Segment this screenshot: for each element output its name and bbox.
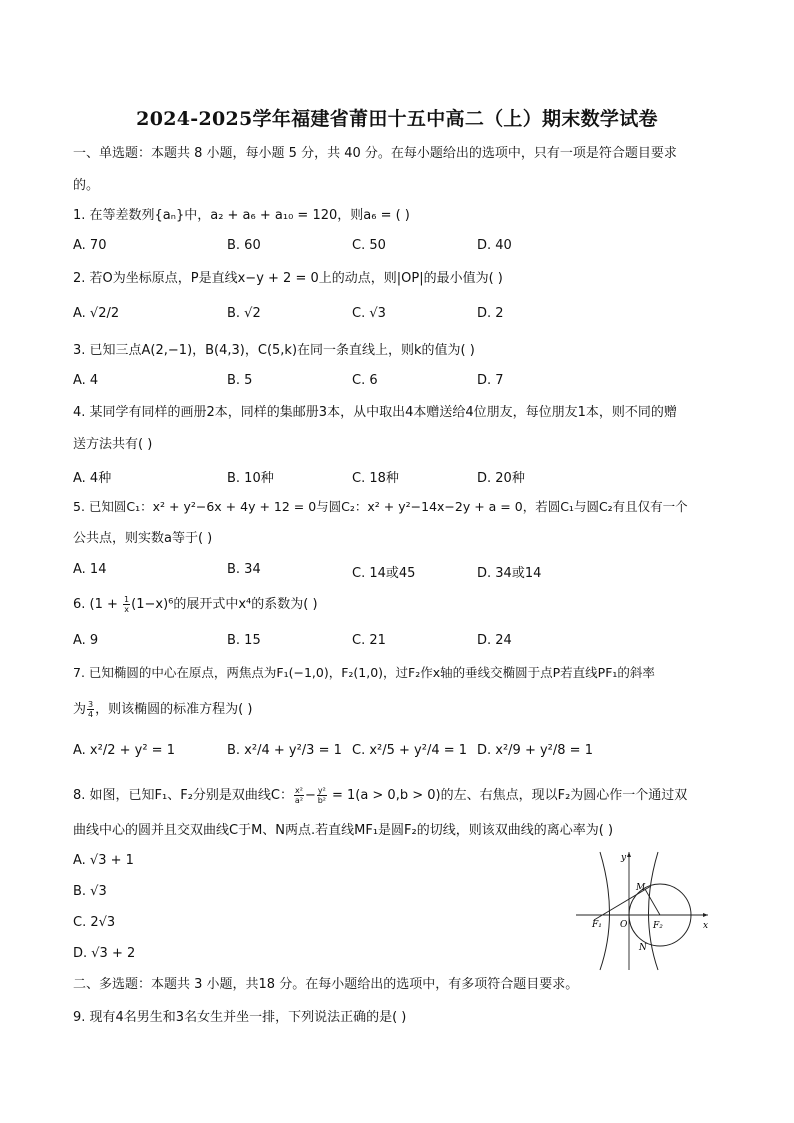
question-9-stem: 9. 现有4名男生和3名女生并坐一排，下列说法正确的是( ) xyxy=(73,1010,407,1025)
section1-heading-line2: 的。 xyxy=(73,178,100,193)
section2-heading: 二、多选题：本题共 3 小题，共18 分。在每小题给出的选项中，有多项符合题目要求。 xyxy=(73,977,579,992)
q8-frac-y-num: y² xyxy=(317,786,326,795)
y-axis-arrow xyxy=(627,852,631,857)
hyperbola-right-branch xyxy=(649,852,659,970)
question-2-stem: 2. 若O为坐标原点，P是直线x−y + 2 = 0上的动点，则|OP|的最小值为( ) xyxy=(73,271,503,286)
q7-option-b: B. x²/4 + y²/3 = 1 xyxy=(227,743,342,758)
q6-option-d: D. 24 xyxy=(477,633,512,648)
hyperbola-left-branch xyxy=(600,852,610,970)
question-2-options xyxy=(73,306,733,326)
label-f1: F₁ xyxy=(592,920,602,930)
segment-mf2 xyxy=(645,889,660,915)
q8-option-b: B. √3 xyxy=(73,884,107,899)
label-o: O xyxy=(620,920,628,930)
q1-option-a: A. 70 xyxy=(73,238,107,253)
label-n: N xyxy=(639,943,647,953)
question-4-stem-line1: 4. 某同学有同样的画册2本，同样的集邮册3本，从中取出4本赠送给4位朋友，每位朋友1本，则不同的赠 xyxy=(73,405,677,420)
q7-option-c: C. x²/5 + y²/4 = 1 xyxy=(352,743,468,758)
label-m: M xyxy=(636,883,646,893)
q5-option-a: A. 14 xyxy=(73,562,107,577)
q4-option-a: A. 4种 xyxy=(73,471,112,486)
section1-heading-line1: 一、单选题：本题共 8 小题，每小题 5 分，共 40 分。在每小题给出的选项中，只有一项是符合题目要求 xyxy=(73,146,677,161)
q3-option-b: B. 5 xyxy=(227,373,253,388)
q7-frac-den: 4 xyxy=(88,710,94,719)
q1-option-b: B. 60 xyxy=(227,238,261,253)
q4-option-c: C. 18种 xyxy=(352,471,399,486)
question-7-options xyxy=(73,743,733,763)
q1-option-c: C. 50 xyxy=(352,238,386,253)
q3-option-c: C. 6 xyxy=(352,373,378,388)
q6-option-b: B. 15 xyxy=(227,633,261,648)
q8-frac-y xyxy=(317,786,327,805)
q2-option-d: D. 2 xyxy=(477,306,504,321)
label-x: x xyxy=(703,921,709,931)
hyperbola-figure xyxy=(572,848,712,972)
question-6-stem xyxy=(73,595,318,614)
q6-option-a: A. 9 xyxy=(73,633,99,648)
q2-option-a: A. √2/2 xyxy=(73,306,120,321)
q6-stem-head: 6. (1 + xyxy=(73,597,123,612)
q6-fraction xyxy=(123,595,130,614)
question-6-options xyxy=(73,633,733,653)
q5-option-c: C. 14或45 xyxy=(352,566,416,581)
question-3-options xyxy=(73,373,733,393)
q1-option-d: D. 40 xyxy=(477,238,512,253)
question-7-stem-line2 xyxy=(73,700,252,719)
question-8-stem-line1: 8. 如图，已知F₁、F₂分别是双曲线C： $\frac{\text{x²}}{\text{a²}}$ − $\frac{\text{y²}}{\text{b²}}$ = 1(a > 0,b > 0)的左、右焦点，现以F₂为圆心作一个通过双 xyxy=(73,786,688,805)
question-5-stem-line2: 公共点，则实数a等于( ) xyxy=(73,531,213,546)
q8-frac-y-den: b² xyxy=(317,796,326,805)
question-4-options xyxy=(73,467,733,487)
q6-option-c: C. 21 xyxy=(352,633,386,648)
q8-line1-tail: = 1(a > 0,b > 0)的左、右焦点，现以F₂为圆心作一个通过双 xyxy=(327,788,688,803)
label-y: y xyxy=(621,853,627,863)
q2-option-b: B. √2 xyxy=(227,306,261,321)
q7-option-a: A. x²/2 + y² = 1 xyxy=(73,743,175,758)
q7-line2-head: 为 xyxy=(73,702,87,717)
q2-option-c: C. √3 xyxy=(352,306,386,321)
q4-option-b: B. 10种 xyxy=(227,471,274,486)
q7-line2-tail: ，则该椭圆的标准方程为( ) xyxy=(95,702,253,717)
q5-option-b: B. 34 xyxy=(227,562,261,577)
q7-option-d: D. x²/9 + y²/8 = 1 xyxy=(477,743,593,758)
q4-option-d: D. 20种 xyxy=(477,471,525,486)
q8-line1-head: 8. 如图，已知F₁、F₂分别是双曲线C： xyxy=(73,788,293,803)
q8-option-a: A. √3 + 1 xyxy=(73,853,134,868)
question-4-stem-line2: 送方法共有( ) xyxy=(73,437,153,452)
q6-frac-num: 1 xyxy=(124,595,130,604)
q8-frac-x-den: a² xyxy=(294,796,304,805)
q7-slope-fraction xyxy=(87,700,94,719)
page-title: 2024-2025学年福建省莆田十五中高二（上）期末数学试卷 xyxy=(136,108,658,130)
q8-option-d: D. √3 + 2 xyxy=(73,946,136,961)
q6-stem-tail: (1−x)⁶的展开式中x⁴的系数为( ) xyxy=(131,597,318,612)
question-5-options xyxy=(73,562,733,582)
question-1-stem: 1. 在等差数列{aₙ}中，a₂ + a₆ + a₁₀ = 120，则a₆ = ( ) xyxy=(73,208,410,223)
label-f2: F₂ xyxy=(653,921,663,931)
q6-frac-den: x xyxy=(124,605,129,614)
q5-option-d: D. 34或14 xyxy=(477,566,542,581)
question-3-stem: 3. 已知三点A(2,−1)，B(4,3)，C(5,k)在同一条直线上，则k的值为( ) xyxy=(73,343,475,358)
q3-option-a: A. 4 xyxy=(73,373,99,388)
question-7-stem-line1: 7. 已知椭圆的中心在原点，两焦点为F₁(−1,0)，F₂(1,0)，过F₂作x轴的垂线交椭圆于点P若直线PF₁的斜率 xyxy=(73,665,655,680)
q7-frac-num: 3 xyxy=(88,700,94,709)
q8-option-c: C. 2√3 xyxy=(73,915,116,930)
q8-frac-x xyxy=(294,786,304,805)
question-8-stem-line2: 曲线中心的圆并且交双曲线C于M、N两点.若直线MF₁是圆F₂的切线，则该双曲线的离心率为( ) xyxy=(73,823,614,838)
x-axis-arrow xyxy=(703,913,708,917)
question-1-options xyxy=(73,238,733,258)
q3-option-d: D. 7 xyxy=(477,373,504,388)
q8-frac-x-num: x² xyxy=(295,786,303,795)
question-5-stem-line1: 5. 已知圆C₁：x² + y²−6x + 4y + 12 = 0与圆C₂：x² + y²−14x−2y + a = 0，若圆C₁与圆C₂有且仅有一个 xyxy=(73,499,688,514)
